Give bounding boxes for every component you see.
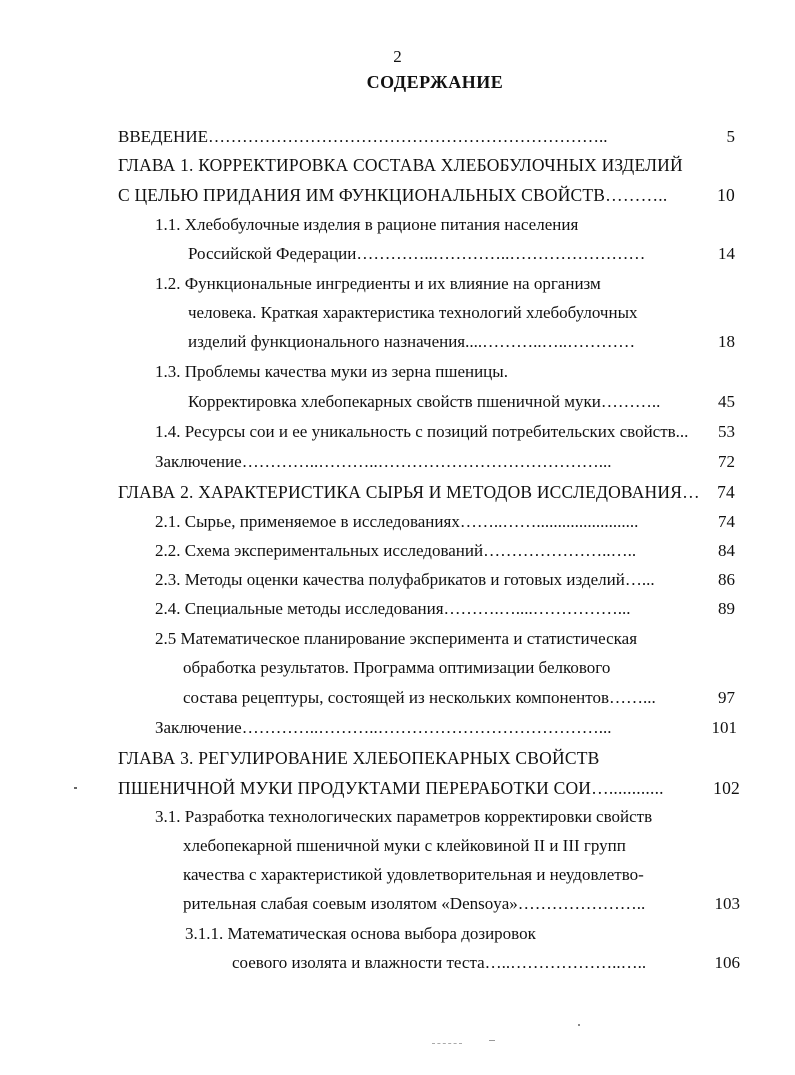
toc-entry-text: обработка результатов. Программа оптимизации белкового bbox=[183, 658, 611, 677]
toc-entry-3-1-cont3 bbox=[183, 891, 745, 917]
toc-entry-text: 1.4. Ресурсы сои и ее уникальность с позиций потребительских свойств bbox=[155, 422, 676, 441]
toc-entry-1-2-cont2 bbox=[188, 329, 745, 355]
toc-leader-dots: …………..………..…………………………………... bbox=[241, 452, 612, 471]
toc-entry-3-1-1-cont bbox=[232, 950, 745, 976]
toc-page-number: 18 bbox=[718, 332, 735, 351]
toc-entry-text: рительная слабая соевым изолятом «Densoya» bbox=[183, 894, 518, 913]
toc-entry-text: 3.1.1. Математическая основа выбора дозировок bbox=[185, 924, 536, 943]
toc-entry-text: Корректировка хлебопекарных свойств пшеничной муки bbox=[188, 392, 601, 411]
toc-leader-dots: ……..……........................ bbox=[459, 512, 639, 531]
toc-page-number: 72 bbox=[718, 452, 735, 471]
toc-leader-dots: ....………..…..………… bbox=[465, 332, 636, 351]
toc-entry-text: Российской Федерации bbox=[188, 244, 357, 263]
toc-entry-text: ВВЕДЕНИЕ bbox=[118, 127, 208, 146]
page-title: СОДЕРЖАНИЕ bbox=[366, 72, 504, 92]
toc-entry-text: С ЦЕЛЬЮ ПРИДАНИЯ ИМ ФУНКЦИОНАЛЬНЫХ СВОЙСТВ bbox=[118, 185, 606, 205]
toc-page-number: 86 bbox=[718, 570, 735, 589]
scan-speck bbox=[489, 1040, 495, 1041]
toc-entry-text: соевого изолята и влажности теста bbox=[232, 953, 485, 972]
scan-speck bbox=[432, 1043, 462, 1046]
toc-page-number: 102 bbox=[713, 778, 740, 798]
toc-entry-text: ГЛАВА 3. РЕГУЛИРОВАНИЕ ХЛЕБОПЕКАРНЫХ СВОЙСТВ bbox=[118, 748, 600, 768]
toc-entry-1-3 bbox=[155, 359, 745, 385]
toc-page-number: 101 bbox=[711, 718, 737, 737]
toc-entry-1-3-cont bbox=[188, 389, 745, 415]
toc-leader-dots: … bbox=[682, 482, 700, 502]
toc-entry-2-5 bbox=[155, 626, 745, 652]
toc-entry-text: человека. Краткая характеристика технологий хлебобулочных bbox=[188, 303, 638, 322]
toc-leader-dots: …..………………..….. bbox=[484, 953, 647, 972]
toc-entry-1-4 bbox=[155, 419, 745, 445]
toc-entry-text: ГЛАВА 1. КОРРЕКТИРОВКА СОСТАВА ХЛЕБОБУЛОЧНЫХ ИЗДЕЛИЙ bbox=[118, 155, 683, 175]
toc-entry-introduction bbox=[118, 124, 745, 150]
toc-entry-text: состава рецептуры, состоящей из нескольких компонентов bbox=[183, 688, 609, 707]
toc-entry-conclusion-1 bbox=[155, 449, 745, 475]
toc-leader-dots: ………………….. bbox=[517, 894, 646, 913]
toc-entry-3-1-cont bbox=[183, 833, 745, 859]
toc-entry-2-1 bbox=[155, 509, 745, 535]
toc-entry-3-1 bbox=[155, 804, 745, 830]
toc-entry-text: 2.1. Сырье, применяемое в исследованиях bbox=[155, 512, 460, 531]
toc-page-number: 84 bbox=[718, 541, 735, 560]
scan-speck bbox=[74, 787, 77, 789]
toc-entry-text: 3.1. Разработка технологических параметров корректировки свойств bbox=[155, 807, 653, 826]
toc-entry-chapter-1 bbox=[118, 152, 745, 178]
toc-page-number: 103 bbox=[714, 894, 740, 913]
toc-leader-dots: ……….. bbox=[600, 392, 661, 411]
toc-entry-2-4 bbox=[155, 596, 745, 622]
toc-entry-text: качества с характеристикой удовлетворительная и неудовлетво- bbox=[183, 865, 644, 884]
toc-entry-1-2-cont bbox=[188, 300, 745, 326]
toc-page-number: 53 bbox=[718, 422, 735, 441]
toc-entry-2-2 bbox=[155, 538, 745, 564]
toc-entry-chapter-3 bbox=[118, 745, 745, 771]
toc-leader-dots: …………..………..…………………………………... bbox=[241, 718, 612, 737]
toc-entry-2-5-cont2 bbox=[183, 685, 745, 711]
toc-page-number: 14 bbox=[718, 244, 735, 263]
toc-entry-text: 1.1. Хлебобулочные изделия в рационе питания населения bbox=[155, 215, 579, 234]
toc-entry-text: Заключение bbox=[155, 452, 242, 471]
toc-entry-1-1 bbox=[155, 212, 745, 238]
scan-speck bbox=[578, 1024, 580, 1026]
toc-entry-text: 2.2. Схема экспериментальных исследований bbox=[155, 541, 484, 560]
toc-entry-text: хлебопекарной пшеничной муки с клейковиной II и III групп bbox=[183, 836, 626, 855]
toc-page-number: 45 bbox=[718, 392, 735, 411]
toc-page-number: 5 bbox=[726, 127, 735, 146]
toc-leader-dots: …... bbox=[624, 570, 655, 589]
toc-leader-dots: …………………………………………………………….. bbox=[207, 127, 608, 146]
toc-leader-dots: …………………..….. bbox=[483, 541, 637, 560]
toc-entry-text: ГЛАВА 2. ХАРАКТЕРИСТИКА СЫРЬЯ И МЕТОДОВ ИССЛЕДОВАНИЯ bbox=[118, 482, 683, 502]
toc-entry-2-5-cont bbox=[183, 655, 745, 681]
toc-page-number: 74 bbox=[717, 482, 735, 502]
toc-page-number: 106 bbox=[714, 953, 740, 972]
toc-entry-1-1-cont bbox=[188, 241, 745, 267]
toc-entry-text: изделий функционального назначения bbox=[188, 332, 466, 351]
page-number: 2 bbox=[393, 47, 402, 66]
toc-entry-chapter-3-cont bbox=[118, 775, 745, 801]
toc-entry-3-1-1 bbox=[185, 921, 745, 947]
toc-entry-conclusion-2 bbox=[155, 715, 745, 741]
toc-leader-dots: ……... bbox=[609, 688, 656, 707]
toc-page-number: 89 bbox=[718, 599, 735, 618]
toc-entry-text: 2.4. Специальные методы исследования bbox=[155, 599, 444, 618]
toc-leader-dots: ... bbox=[675, 422, 689, 441]
toc-leader-dots: …............ bbox=[591, 778, 664, 798]
toc-entry-chapter-1-cont bbox=[118, 182, 745, 208]
toc-entry-text: ПШЕНИЧНОЙ МУКИ ПРОДУКТАМИ ПЕРЕРАБОТКИ СОИ bbox=[118, 778, 592, 798]
toc-leader-dots: ……….. bbox=[605, 185, 668, 205]
toc-entry-2-3 bbox=[155, 567, 745, 593]
toc-page-number: 97 bbox=[718, 688, 735, 707]
toc-entry-chapter-2 bbox=[118, 479, 745, 505]
toc-entry-text: Заключение bbox=[155, 718, 242, 737]
toc-leader-dots: ……….…....……………... bbox=[443, 599, 631, 618]
toc-entry-text: 2.5 Математическое планирование эксперимента и статистическая bbox=[155, 629, 638, 648]
toc-entry-text: 1.2. Функциональные ингредиенты и их влияние на организм bbox=[155, 274, 601, 293]
toc-entry-text: 2.3. Методы оценки качества полуфабрикатов и готовых изделий bbox=[155, 570, 625, 589]
toc-page-number: 74 bbox=[718, 512, 735, 531]
toc-entry-text: 1.3. Проблемы качества муки из зерна пшеницы. bbox=[155, 362, 508, 381]
toc-page-number: 10 bbox=[717, 185, 735, 205]
toc-entry-1-2 bbox=[155, 271, 745, 297]
toc-entry-3-1-cont2 bbox=[183, 862, 745, 888]
toc-leader-dots: …………..…………..…………………… bbox=[356, 244, 646, 263]
